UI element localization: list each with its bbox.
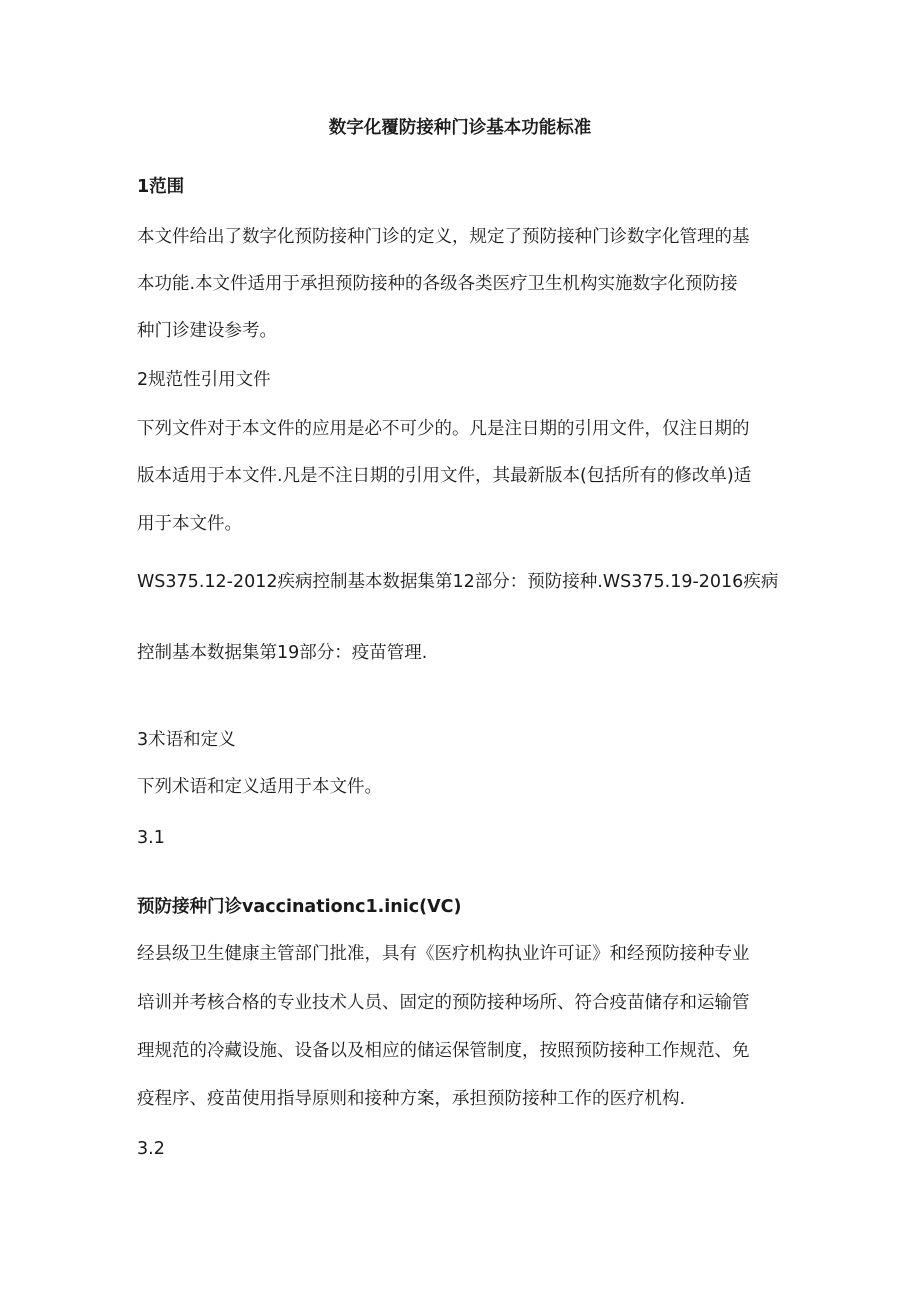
section-2-paragraph-line: 版本适用于本文件.凡是不注日期的引用文件，其最新版本(包括所有的修改单)适 — [137, 466, 752, 486]
section-3-heading: 3术语和定义 — [137, 730, 236, 750]
clause-3-1-term: 预防接种门诊vaccinationc1.inic(VC) — [137, 897, 462, 917]
section-1-heading: 1范围 — [137, 177, 185, 197]
clause-3-1-number: 3.1 — [137, 828, 165, 848]
section-1-paragraph-line: 本功能.本文件适用于承担预防接种的各级各类医疗卫生机构实施数字化预防接 — [137, 274, 738, 294]
section-1-paragraph-line: 本文件给出了数字化预防接种门诊的定义，规定了预防接种门诊数字化管理的基 — [137, 227, 750, 247]
section-2-reference-line: 控制基本数据集第19部分：疫苗管理. — [137, 643, 428, 663]
section-1-paragraph-line: 种门诊建设参考。 — [137, 321, 277, 341]
clause-3-1-definition-line: 经县级卫生健康主管部门批准，具有《医疗机构执业许可证》和经预防接种专业 — [137, 944, 750, 964]
section-2-reference-line: WS375.12-2012疾病控制基本数据集第12部分：预防接种.WS375.19-2016疾病 — [137, 572, 779, 592]
document-title: 数字化覆防接种门诊基本功能标准 — [328, 118, 592, 138]
clause-3-1-definition-line: 疫程序、疫苗使用指导原则和接种方案，承担预防接种工作的医疗机构. — [137, 1089, 686, 1109]
section-2-heading: 2规范性引用文件 — [137, 370, 271, 390]
section-3-paragraph: 下列术语和定义适用于本文件。 — [137, 777, 382, 797]
section-2-paragraph-line: 用于本文件。 — [137, 514, 242, 534]
clause-3-1-definition-line: 培训并考核合格的专业技术人员、固定的预防接种场所、符合疫苗储存和运输管 — [137, 993, 750, 1013]
clause-3-2-number: 3.2 — [137, 1139, 165, 1159]
section-2-paragraph-line: 下列文件对于本文件的应用是必不可少的。凡是注日期的引用文件，仅注日期的 — [137, 419, 750, 439]
clause-3-1-definition-line: 理规范的冷藏设施、设备以及相应的储运保管制度，按照预防接种工作规范、免 — [137, 1041, 750, 1061]
